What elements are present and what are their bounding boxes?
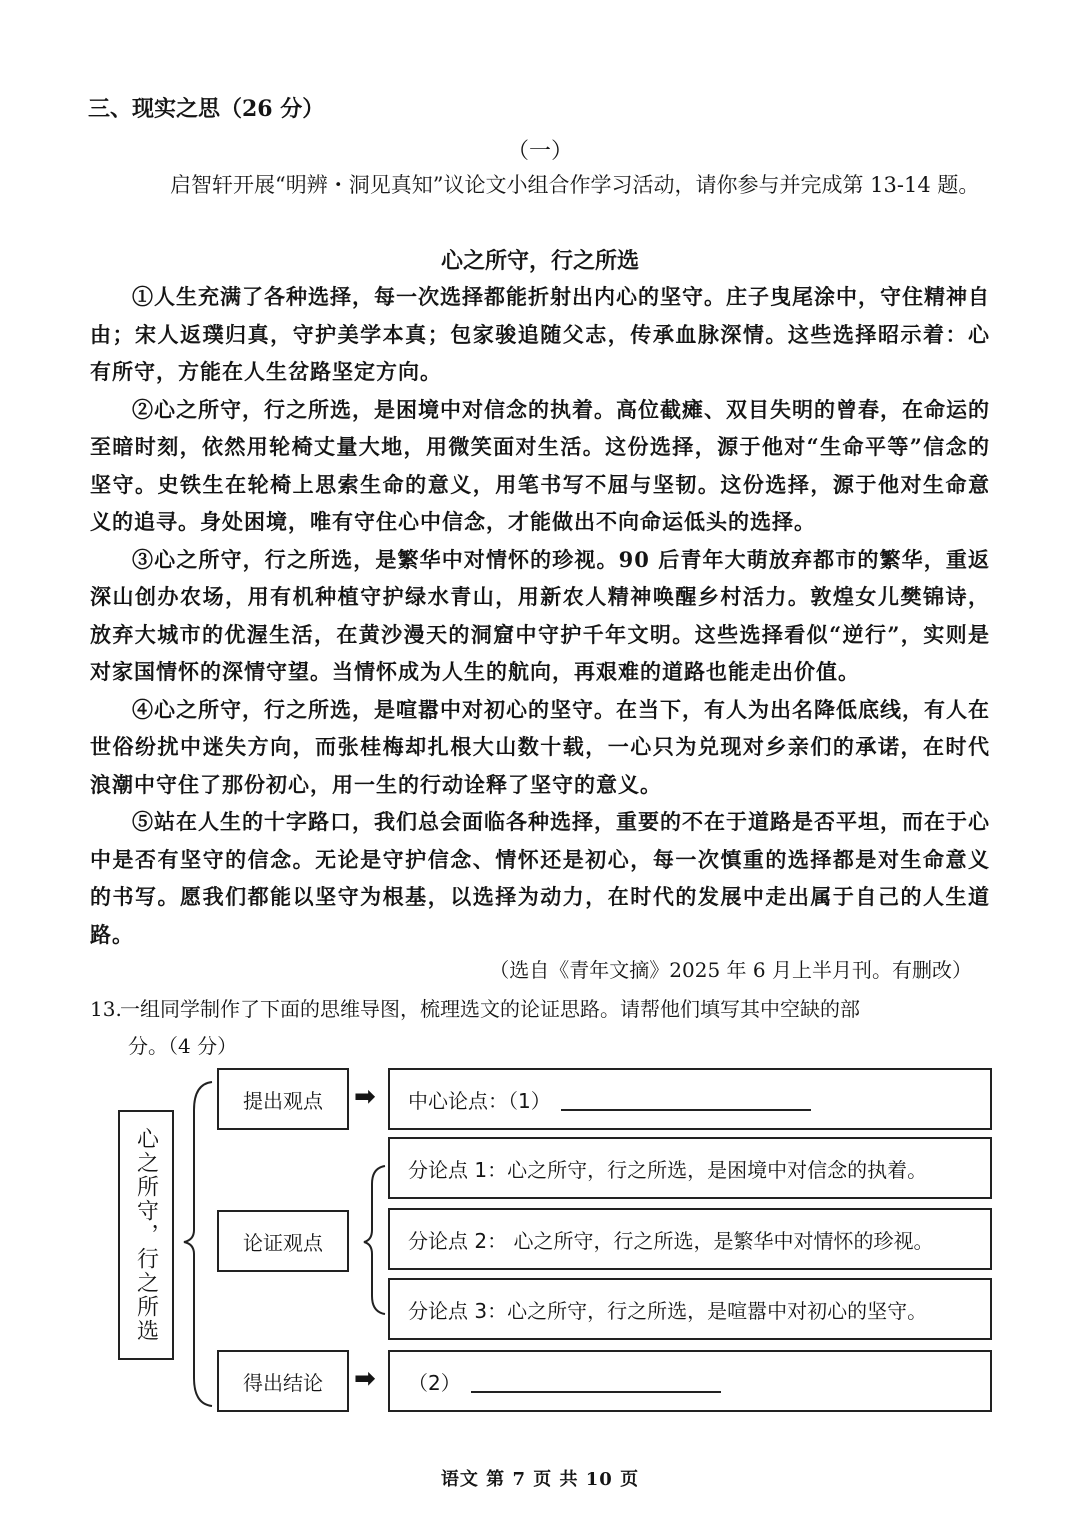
stage-propose: 提出观点 <box>217 1068 349 1130</box>
page-footer: 语文 第 7 页 共 10 页 <box>440 1469 640 1490</box>
paragraph-2: ②心之所守，行之所选，是困境中对信念的执着。高位截瘫、双目失明的曾春，在命运的至暗时刻，依然用轮椅丈量大地，用微笑面对生活。这份选择，源于他对“生命平等”信念的坚守。史铁生在轮椅上思索生命的意义，用笔书写不屈与坚韧。这份选择，源于他对生命意义的追寻。身处困境，唯有守住心中信念，才能做出不向命运低头的选择。 <box>90 396 990 534</box>
question-13 <box>90 991 990 1065</box>
center-point-box <box>388 1068 992 1130</box>
question-number: 13. <box>90 997 122 1021</box>
sub-bracket <box>364 1166 385 1314</box>
paragraph-3: ③心之所守，行之所选，是繁华中对情怀的珍视。90 后青年大萌放弃都市的繁华，重返深山创办农场，用有机种植守护绿水青山，用新农人精神唤醒乡村活力。敦煌女儿樊锦诗，放弃大城市的优渥生活，在黄沙漫天的洞窟中守护千年文明。这些选择看似“逆行”，实则是对家国情怀的深情守望。当情怀成为人生的航向，再艰难的道路也能走出价值。 <box>90 546 990 684</box>
arrow-right-icon: ➡ <box>354 1364 376 1394</box>
main-bracket <box>184 1082 212 1406</box>
paragraph-4: ④心之所守，行之所选，是喧嚣中对初心的坚守。在当下，有人为出名降低底线，有人在世俗纷扰中迷失方向，而张桂梅却扎根大山数十载，一心只为兑现对乡亲们的承诺，在时代浪潮中守住了那份初心，用一生的行动诠释了坚守的意义。 <box>90 696 990 797</box>
paragraph-5: ⑤站在人生的十字路口，我们总会面临各种选择，重要的不在于道路是否平坦，而在于心中是否有坚守的信念。无论是守护信念、情怀还是初心，每一次慎重的选择都是对生命意义的书写。愿我们都能以坚守为根基，以选择为动力，在时代的发展中走出属于自己的人生道路。 <box>90 809 990 947</box>
sub-heading: （一） <box>506 139 573 164</box>
question-continuation: 分。（4 分） <box>128 1034 238 1058</box>
mindmap-root: 心之所守，行之所选 <box>118 1110 174 1360</box>
sub-point-3-box: 分论点 3：心之所守，行之所选，是喧嚣中对初心的坚守。 <box>388 1278 992 1340</box>
arrow-right-icon: ➡ <box>354 1082 376 1112</box>
conclusion-box <box>388 1350 992 1412</box>
center-point-label: 中心论点：（1） <box>408 1088 551 1113</box>
question-text: 一组同学制作了下面的思维导图，梳理选文的论证思路。请帮他们填写其中空缺的部 <box>120 997 860 1021</box>
intro-text: 启智轩开展“明辨・洞见真知”议论文小组合作学习活动，请你参与并完成第 13-14 题。 <box>170 173 980 197</box>
section-heading: 三、现实之思（26 分） <box>88 96 325 122</box>
article-title: 心之所守，行之所选 <box>440 248 639 274</box>
sub-point-1-box: 分论点 1：心之所守，行之所选，是困境中对信念的执着。 <box>388 1137 992 1199</box>
sub-point-2-box: 分论点 2： 心之所守，行之所选，是繁华中对情怀的珍视。 <box>388 1208 992 1270</box>
answer-blank-2[interactable] <box>471 1369 721 1393</box>
conclusion-label: （2） <box>408 1370 461 1395</box>
article-body <box>90 278 990 953</box>
stage-argue: 论证观点 <box>217 1210 349 1272</box>
stage-conclude: 得出结论 <box>217 1350 349 1412</box>
answer-blank-1[interactable] <box>561 1087 811 1111</box>
article-source: （选自《青年文摘》2025 年 6 月上半月刊。有删改） <box>489 958 972 982</box>
paragraph-1: ①人生充满了各种选择，每一次选择都能折射出内心的坚守。庄子曳尾涂中，守住精神自由；宋人返璞归真，守护美学本真；包家骏追随父志，传承血脉深情。这些选择昭示着：心有所守，方能在人生岔路坚定方向。 <box>90 284 990 384</box>
